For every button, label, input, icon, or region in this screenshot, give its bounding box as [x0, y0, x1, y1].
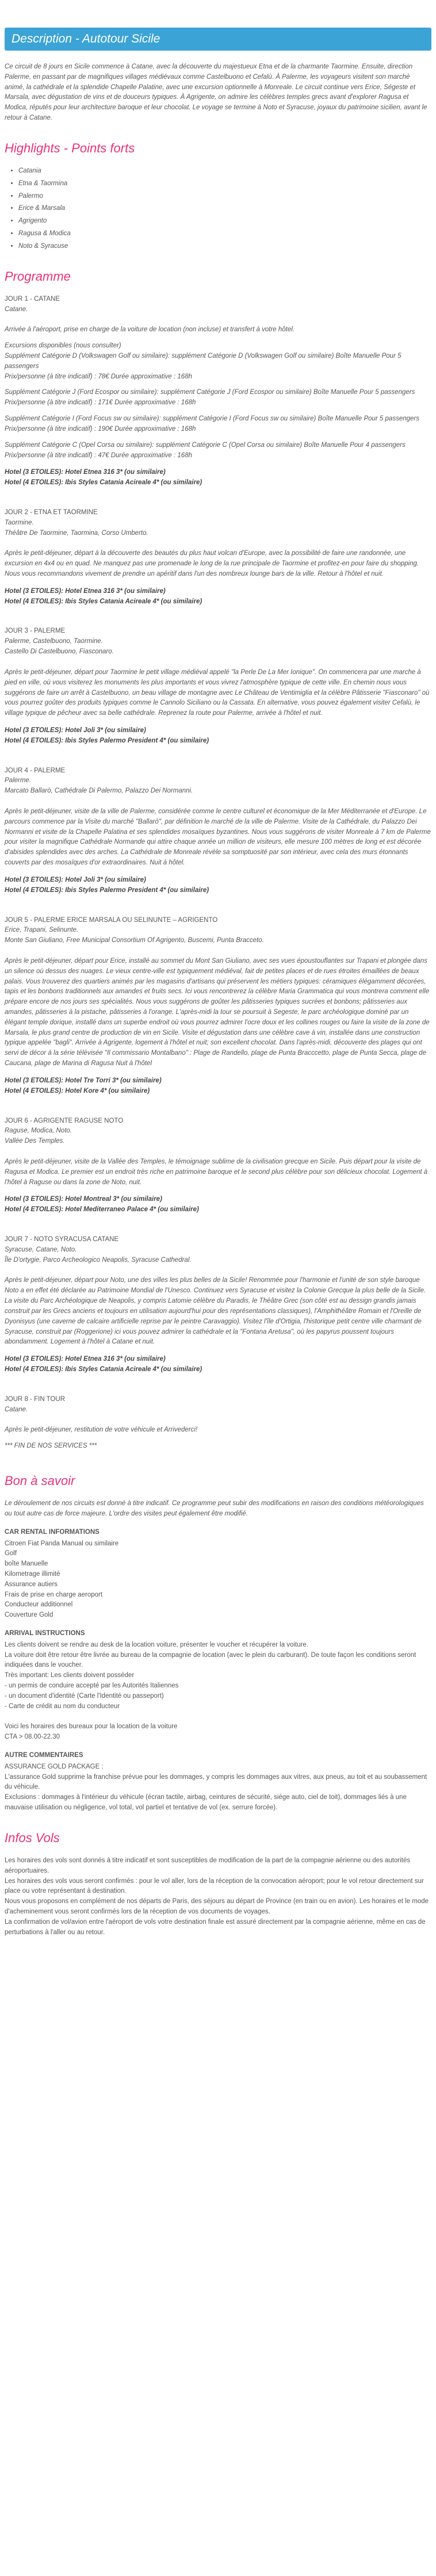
day-section [5, 626, 431, 746]
infos-vols-title: Infos Vols [5, 1830, 60, 1845]
day-paragraph: Après le petit-déjeuner, départ à la découverte des beautés du plus haut volcan d'Europe, avec la possibilité de faire une randonnée, une excursion en 4x4 ou en quad. Ne manquez pas une promenade le long de la rue principale de Taormine et profitez-en pour faire du shopping. Nous vous recommandons vivement de prendre un apéritif dans l'un des nombreux lounge bars de la ville. Retour à l'hôtel et nuit. [5, 550, 419, 577]
info-block-text: Les clients doivent se rendre au desk de la location voiture, présenter le voucher et récupérer la voiture. La voiture doit être retour être livrée au bureau de la compagnie de location (avec le plein du carburant). De toute façon les conditions seront indiquées dans le voucher. Très important: Les clients doivent posséder - un permis de conduire accepté par les Autorités Italiennes - un document d'identité (Carte l'Identité ou passeport) - Carte de crédit au nom du conducteur Voici les horaires des bureaux pour la location de la voiture CTA > 08.00-22.30 [5, 1641, 416, 1741]
day-hotels [5, 587, 431, 607]
day-location: Palerme, Castelbuono, Taormine. [5, 638, 103, 645]
day-section [5, 294, 431, 488]
bon-a-savoir-blocks [5, 1528, 431, 1813]
day-paragraph: Arrivée à l'aéroport, prise en charge de la voiture de location (non incluse) et transfert à votre hôtel. [5, 326, 295, 334]
bon-a-savoir-intro: Le déroulement de nos circuits est donné à titre indicatif. Ce programme peut subir des modifications en raison des conditions météorologiques ou tout autre cas de force majeure. L'ordre des visites peut également être modifié. [5, 1500, 424, 1517]
infos-vols-paragraph: Les horaires des vols sont donnés à titre indicatif et sont susceptibles de modification de la part de la compagnie aérienne ou des autorités aéroportuaires. Les horaires des vols vous seront confirmés : pour le vol aller, lors de la réception de la convocation aéroport; pour le vol retour directement sur place ou votre représentant à destination. Nous vous proposons en complément de nos départs de Paris, des séjours au départ de Province (en train ou en avion). Les horaires et le mode d'acheminement vous seront confirmés lors de la réception de vos documents de voyages. La confirmation de vol/avion entre l'aéroport de vols votre destination finale est assuré directement par la compagnie aérienne, même en cas de perturbations à l'aller ou au retour. [5, 1857, 429, 1936]
programme-title: Programme [5, 269, 71, 284]
day-paragraph: Après le petit-déjeuner, visite de la ville de Palerme, considérée comme le centre culturel et économique de la Mer Méditerranée et d'Europe. Le parcours commence par la Visite du marché "Ballarò", par définition le marché de la ville de Palerme. Visite de la Cathédrale, du Palazzo Dei Normanni et visite de la Chapelle Palatina et ses splendides mosaïques byzantines. Nous vous suggérons de visiter Monreale à 7 km de Palerme pour visiter la magnifique Cathédrale Normande qui attire chaque année un million de visiteurs, elle mesure 100 mètres de long et est décorée d'abisides splendides avec des arches. La Cathédrale de Monreale révèle sa somptuosité par son intérieur, avec cela des murs étonnants couverts par des mosaïques d'or extraordinaires. Nuit à hôtel. [5, 808, 431, 867]
highlight-item: • Etna & Taormina [18, 179, 431, 189]
hotel-line: Hotel (4 ETOILES): Hotel Kore 4* (ou similaire) [5, 1087, 150, 1094]
title-banner [5, 28, 431, 51]
day-title: JOUR 4 - PALERME [5, 767, 66, 774]
day-title: JOUR 7 - NOTO SYRACUSA CATANE [5, 1236, 119, 1243]
hotel-line: Hotel (3 ETOILES): Hotel Etnea 316 3* (ou similaire) [5, 587, 166, 595]
info-block-title: AUTRE COMMENTAIRES [5, 1751, 83, 1759]
day-sites: Théâtre De Taormine, Taormina, Corso Umberto. [5, 529, 148, 537]
hotel-line: Hotel (4 ETOILES): Ibis Styles Catania Acireale 4* (ou similaire) [5, 1365, 202, 1373]
day-sites: Île D'ortygie, Parco Archeologico Neapolis, Syracuse Cathedral. [5, 1256, 192, 1264]
day-paragraph: Après le petit-déjeuner, visite de la Vallée des Temples, le témoignage sublime de la civilisation grecque en Sicile. Puis départ pour la visite de Ragusa et Modica. Le premier est un endroit très riche en patrimoine baroque et le second plus célèbre pour son délicieux chocolat. Logement à l'hôtel à Raguse ou dans la zone de Noto, nuit. [5, 1158, 428, 1186]
page [0, 28, 436, 1966]
hotel-line: Hotel (3 ETOILES): Hotel Montreal 3* (ou similaire) [5, 1196, 162, 1203]
hotel-line: Hotel (3 ETOILES): Hotel Tre Torri 3* (ou similaire) [5, 1077, 162, 1084]
day-paragraph: Excursions disponibles (nous consulter) Supplément Catégorie D (Volkswagen Golf ou similaire): supplément Catégorie D (Volkswagen Golf ou similaire) Boîte Manuelle Pour 5 passengers Prix/personne (à titre indicatif) : 78€ Durée approximative : 168h [5, 342, 401, 380]
day-section [5, 508, 431, 607]
day-section [5, 766, 431, 896]
day-title: JOUR 5 - PALERME ERICE MARSALA OU SELINUNTE – AGRIGENTO [5, 916, 218, 924]
day-location: Taormine. [5, 519, 34, 526]
highlight-item: • Agrigento [18, 216, 431, 227]
day-location: Catane. [5, 305, 28, 313]
content [0, 62, 436, 1938]
hotel-line: Hotel (3 ETOILES): Hotel Etnea 316 3* (ou similaire) [5, 1356, 166, 1363]
highlight-item: • Erice & Marsala [18, 204, 431, 214]
day-paragraph: Après le petit-déjeuner, départ pour Erice, installé au sommet du Mont San Giuliano, avec ses vues époustouflantes sur Trapani et plongée dans un silence où dessus des nuages. Le vieux centre-ville est typiquement médiéval, fait de petites places et de rues étroites émaillées de beaux palais. Vous trouverez des quartiers animés par les magasins d'artisans qui préservent les métiers typiques: céramiques élégamment décorées, tapis et les bonbons traditionnels aux amandes et fruits secs. Ici vous rencontrerez la célèbre Maria Grammatica qui vous montrera comment elle prépare encore de nos jours ses spécialités. Nous vous suggérons de goûter les pâtisseries typiques sucrées et bonbons; pâtisseries aux amandes, pâtisseries à la pistache, pâtisseries à l'orange. L'après-midi la tour se poursuit à Segeste, le parc archéologique dominé par un élégant temple dorique, installé dans un superbe endroit où vous pourrez admirer l'ocre doux et les collines rouges ou faire la visite de la zone de Marsala, le plus grand centre de production de vin en Sicile. Visite et dégustation dans une célèbre cave à vin, installée dans une construction typique appelée "bagli". Arrivée à Agrigente, logement à l'hôtel et nuit; son excellent chocolat. Dans l'après-midi, découverte des plages qui ont servi de décor à la série télévisée "Il commissario Montalbano" : Plage de Randello, plage de Punta Bracccetto, plage de Punta Secca, plage de Caucana, plage de Marina di Ragusa Nuit à l'hôtel [5, 957, 430, 1067]
hotel-line: Hotel (4 ETOILES): Ibis Styles Palermo President 4* (ou similaire) [5, 737, 209, 744]
day-paragraph: Supplément Catégorie I (Ford Focus sw ou similaire): supplément Catégorie I (Ford Focus sw ou similaire) Boîte Manuelle Pour 5 passengers Prix/personne (à titre indicatif) : 190€ Durée approximative : 168h [5, 415, 419, 432]
highlights-title: Highlights - Points forts [5, 140, 135, 155]
page-title: Description - Autotour Sicile [12, 32, 160, 45]
hotel-line: Hotel (3 ETOILES): Hotel Etnea 316 3* (ou similaire) [5, 469, 166, 476]
infos-vols-content [5, 1856, 431, 1938]
day-title: JOUR 1 - CATANE [5, 295, 60, 303]
highlights-list [5, 166, 431, 252]
day-hotels [5, 875, 431, 896]
day-section [5, 1116, 431, 1216]
info-block-title: CAR RENTAL INFORMATIONS [5, 1528, 100, 1536]
hotel-line: Hotel (3 ETOILES): Hotel Joli 3* (ou similaire) [5, 876, 146, 883]
day-section [5, 916, 431, 1097]
day-paragraph: Après le petit-déjeuner, restitution de votre véhicule et Arrivederci! [5, 1426, 198, 1434]
day-sites: Marcato Ballarò, Cathédrale Di Palermo, Palazzo Dei Normanni. [5, 787, 193, 795]
info-block-title: ARRIVAL INSTRUCTIONS [5, 1630, 85, 1637]
day-title: JOUR 8 - FIN TOUR [5, 1395, 65, 1403]
day-section [5, 1235, 431, 1375]
day-title: JOUR 2 - ETNA ET TAORMINE [5, 508, 98, 516]
info-block-text: Citroen Fiat Panda Manual ou similaire Golf boîte Manuelle Kilometrage illimité Assurance autiers Frais de prise en charge aeroport Conducteur additionnel Couverture Gold [5, 1540, 119, 1619]
hotel-line: Hotel (4 ETOILES): Ibis Styles Catania Acireale 4* (ou similaire) [5, 479, 202, 487]
highlight-item: • Palermo [18, 192, 431, 202]
day-paragraph: *** FIN DE NOS SERVICES *** [5, 1442, 97, 1450]
day-sites: Vallée Des Temples. [5, 1138, 65, 1145]
day-paragraph: Après le petit-déjeuner, départ pour Noto, une des villes les plus belles de la Sicile! Renommée pour l'harmonie et l'unité de son style baroque Noto a en effet été déclarée au Patrimoine Mondial de l'Unesco. Continuez vers Syracuse et visitez la Colonie Grecque la plus belle de la Sicile. La visite du Parc Archéologique de Neapolis, y compris Latomie célèbre du Paradis, le Théâtre Grec (son côté est au dessign grandis jamais construit par les Grecs anciens et toujours en utilisation aujourd'hui pour des représentations classiques), l'Amphithéâtre Romain et l'Oreille de Dyonisyus (une caverne de calcaire artificielle reprise par le peintre Caravaggio). Visitez l'île d'Ortigia, l'historique petit centre ville charmant de Syracuse, construit par (Roggerione) ici vous pouvez admirer la cathédrale et la "Fontana Aretusa", où les papyrus poussent toujours abondamment. Logement à l'hôtel à Catane et nuit. [5, 1277, 426, 1346]
day-location: Palerme. [5, 777, 32, 784]
day-paragraph: Supplément Catégorie J (Ford Ecospor ou similaire): supplément Catégorie J (Ford Ecospor ou similaire) Boîte Manuelle Pour 5 passengers Prix/personne (à titre indicatif) : 171€ Durée approximative : 168h [5, 389, 415, 407]
info-block-text: ASSURANCE GOLD PACKAGE : L'assurance Gold supprime la franchise prévue pour les dommages, y compris les dommages aux vitres, aux pneus, au toit et au soubassement du véhicule. Exclusions : dommages à l'intérieur du véhicule (écran tactile, airbag, ceintures de sécurité, siège auto, ciel de toit), dommages liés à une mauvaise utilisation ou négligence, vol total, vol partiel et tentative de vol (ex. serrure forcée). [5, 1763, 427, 1812]
programme-days [5, 294, 431, 1452]
day-location: Raguse, Modica, Noto. [5, 1127, 72, 1135]
day-paragraph: Supplément Catégorie C (Opel Corsa ou similaire): supplément Catégorie C (Opel Corsa ou similaire) Boîte Manuelle Pour 4 passengers Prix/personne (à titre indicatif) : 47€ Durée approximative : 168h [5, 441, 406, 459]
day-section [5, 1395, 431, 1452]
intro-text: Ce circuit de 8 jours en Sicile commence à Catane, avec la découverte du majestueux Etna et de la charmante Taormine. Ensuite, direction Palerme, en passant par de magnifiques villages médiévaux comme Castelbuono et Cefalù. À Palerme, les voyageurs visitent son marché animé, la cathédrale et la splendide Chapelle Palatine, avec une excursion optionnelle à Monreale. Le circuit continue vers Erice, Ségeste et Marsala, avec dégustation de vins et de douceurs typiques. À Agrigente, on admire les célèbres temples grecs avant d'explorer Ragusa et Modica, réputés pour leur architecture baroque et leur chocolat. Le voyage se termine à Noto et Syracuse, joyaux du patrimoine sicilien, avant le retour à Catane. [5, 63, 427, 122]
hotel-line: Hotel (4 ETOILES): Ibis Styles Palermo President 4* (ou similaire) [5, 886, 209, 894]
hotel-line: Hotel (4 ETOILES): Ibis Styles Catania Acireale 4* (ou similaire) [5, 598, 202, 605]
day-hotels [5, 1354, 431, 1375]
day-location: Syracuse, Catane, Noto. [5, 1246, 77, 1253]
day-title: JOUR 3 - PALERME [5, 627, 66, 635]
bon-a-savoir-title: Bon à savoir [5, 1473, 75, 1488]
day-sites: Monte San Giuliano, Free Municipal Consortium Of Agrigento, Buscemi, Punta Bracceto. [5, 937, 264, 944]
day-hotels [5, 468, 431, 488]
day-paragraph: Après le petit-déjeuner, départ pour Taormine le petit village médiéval appelé "la Perle De La Mer Ionique". On commencera par une marche à pied en ville, où vous visiterez les monuments les plus importants et vous vivrez l'atmosphère typique de cette ville. En chemin nous vous suggérons de faire un arrêt à Castelbuono, un beau village de montagne avec Le Château de Ventimiglia et la célèbre Pâtisserie "Fiasconaro" où vous pourrez goûter des produits typiques comme le Cannolo Siciliano ou la Cassata. En alternative, vous pouvez également visiter Cefalù, le village typique de pêcheur avec sa belle cathédrale. Reprenez la route pour Palerme, arrivée à l'hôtel et nuit. [5, 668, 430, 717]
highlight-item: • Catania [18, 166, 431, 177]
day-title: JOUR 6 - AGRIGENTE RAGUSE NOTO [5, 1117, 124, 1124]
day-sites: Castello Di Castelbuono, Fiasconaro. [5, 648, 114, 656]
day-location: Erice, Trapani, Selinunte. [5, 927, 79, 934]
highlight-item: • Ragusa & Modica [18, 229, 431, 239]
day-hotels [5, 726, 431, 747]
highlight-item: • Noto & Syracuse [18, 242, 431, 252]
hotel-line: Hotel (3 ETOILES): Hotel Joli 3* (ou similaire) [5, 726, 146, 734]
hotel-line: Hotel (4 ETOILES): Hotel Mediterraneo Palace 4* (ou similaire) [5, 1206, 199, 1214]
day-hotels [5, 1076, 431, 1097]
day-hotels [5, 1195, 431, 1215]
day-location: Catane. [5, 1406, 28, 1413]
